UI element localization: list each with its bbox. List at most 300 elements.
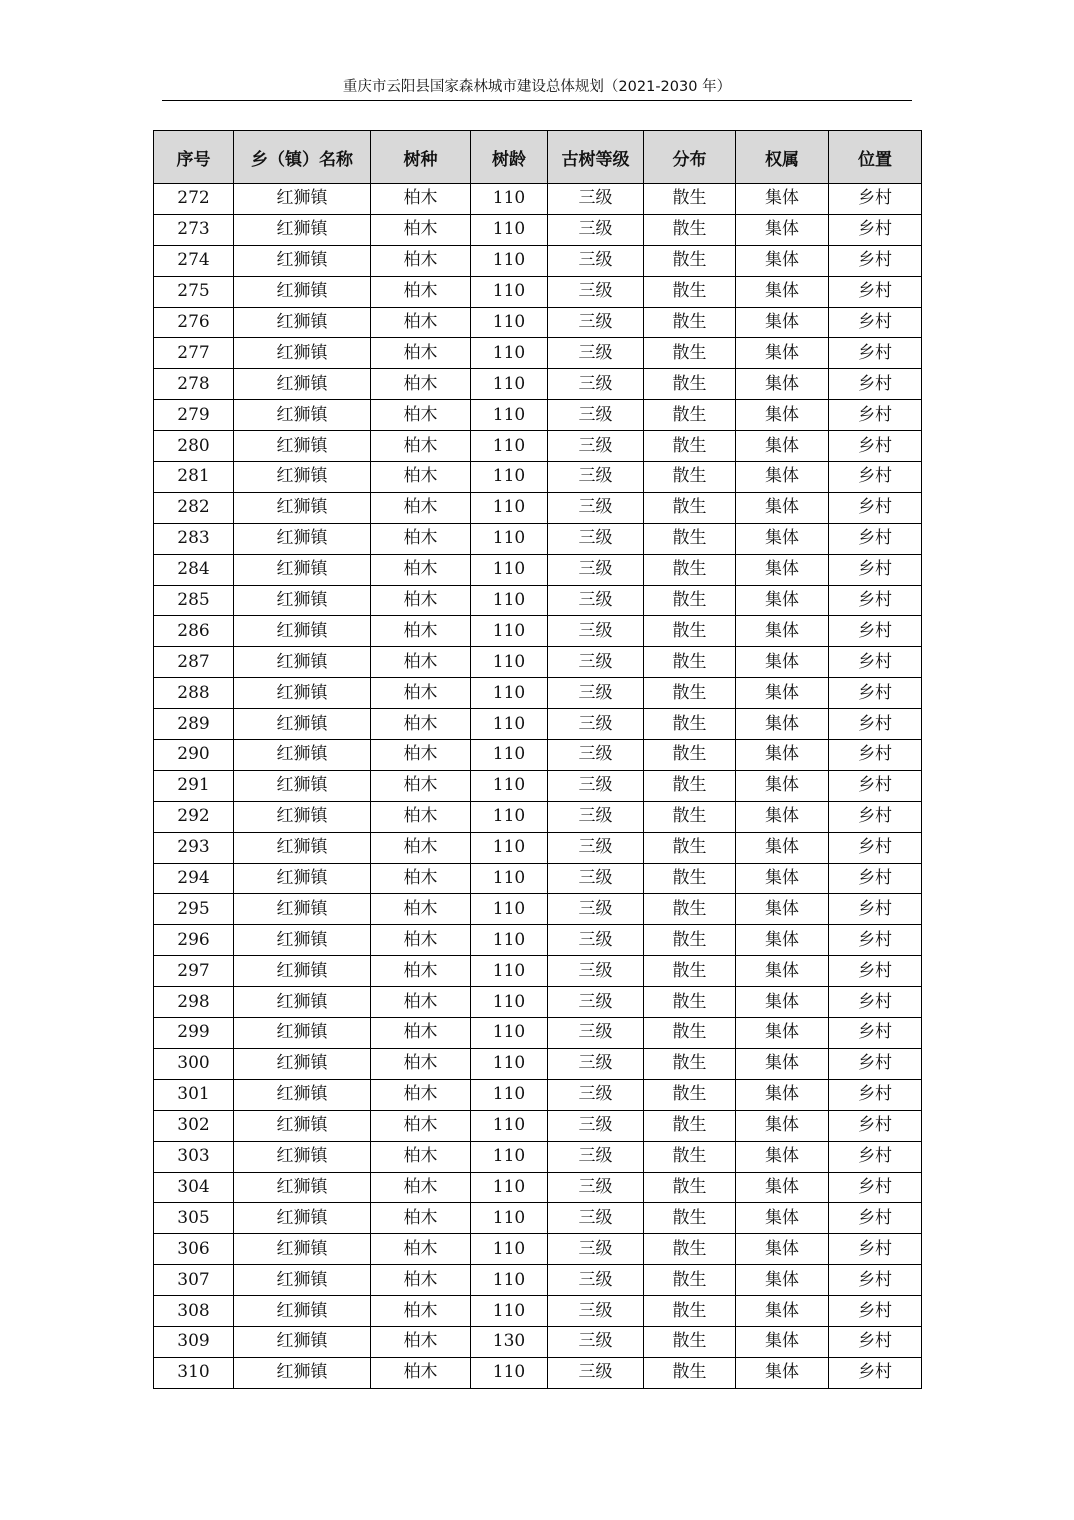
cell-ownership: 集体 [736, 894, 829, 925]
table-row [154, 1203, 922, 1234]
cell-distribution: 散生 [644, 616, 736, 647]
cell-age: 110 [471, 956, 548, 987]
table-row [154, 770, 922, 801]
cell-grade: 三级 [548, 1265, 644, 1296]
cell-ownership: 集体 [736, 369, 829, 400]
cell-grade: 三级 [548, 863, 644, 894]
cell-age: 110 [471, 462, 548, 493]
cell-ownership: 集体 [736, 956, 829, 987]
cell-species: 柏木 [371, 832, 471, 863]
cell-distribution: 散生 [644, 307, 736, 338]
cell-grade: 三级 [548, 1079, 644, 1110]
cell-location: 乡村 [829, 338, 922, 369]
cell-grade: 三级 [548, 431, 644, 462]
cell-township: 红狮镇 [234, 585, 371, 616]
cell-ownership: 集体 [736, 1048, 829, 1079]
column-header-index: 序号 [154, 131, 234, 184]
cell-distribution: 散生 [644, 214, 736, 245]
cell-index: 278 [154, 369, 234, 400]
cell-ownership: 集体 [736, 1326, 829, 1357]
cell-distribution: 散生 [644, 369, 736, 400]
cell-age: 110 [471, 184, 548, 215]
cell-ownership: 集体 [736, 1203, 829, 1234]
cell-township: 红狮镇 [234, 1048, 371, 1079]
cell-location: 乡村 [829, 369, 922, 400]
cell-location: 乡村 [829, 678, 922, 709]
cell-age: 110 [471, 554, 548, 585]
cell-location: 乡村 [829, 1234, 922, 1265]
cell-species: 柏木 [371, 894, 471, 925]
cell-index: 276 [154, 307, 234, 338]
cell-index: 298 [154, 987, 234, 1018]
cell-township: 红狮镇 [234, 1172, 371, 1203]
cell-age: 110 [471, 709, 548, 740]
cell-location: 乡村 [829, 987, 922, 1018]
cell-location: 乡村 [829, 554, 922, 585]
cell-ownership: 集体 [736, 863, 829, 894]
cell-index: 310 [154, 1357, 234, 1388]
cell-township: 红狮镇 [234, 1079, 371, 1110]
cell-distribution: 散生 [644, 770, 736, 801]
cell-species: 柏木 [371, 647, 471, 678]
cell-species: 柏木 [371, 1326, 471, 1357]
cell-distribution: 散生 [644, 338, 736, 369]
cell-age: 110 [471, 678, 548, 709]
table-row [154, 925, 922, 956]
cell-location: 乡村 [829, 956, 922, 987]
cell-location: 乡村 [829, 647, 922, 678]
table-row [154, 245, 922, 276]
cell-location: 乡村 [829, 462, 922, 493]
cell-index: 308 [154, 1296, 234, 1327]
cell-species: 柏木 [371, 1141, 471, 1172]
cell-age: 110 [471, 1265, 548, 1296]
cell-location: 乡村 [829, 1141, 922, 1172]
cell-distribution: 散生 [644, 1326, 736, 1357]
cell-distribution: 散生 [644, 863, 736, 894]
table-body [154, 184, 922, 1389]
cell-grade: 三级 [548, 925, 644, 956]
cell-species: 柏木 [371, 307, 471, 338]
cell-grade: 三级 [548, 585, 644, 616]
cell-distribution: 散生 [644, 1172, 736, 1203]
cell-grade: 三级 [548, 184, 644, 215]
cell-grade: 三级 [548, 987, 644, 1018]
table-row [154, 894, 922, 925]
cell-ownership: 集体 [736, 400, 829, 431]
cell-ownership: 集体 [736, 431, 829, 462]
table-row [154, 832, 922, 863]
table-row [154, 585, 922, 616]
cell-township: 红狮镇 [234, 462, 371, 493]
cell-ownership: 集体 [736, 276, 829, 307]
cell-grade: 三级 [548, 678, 644, 709]
table-row [154, 678, 922, 709]
cell-index: 279 [154, 400, 234, 431]
table-row [154, 956, 922, 987]
cell-township: 红狮镇 [234, 1203, 371, 1234]
table-row [154, 184, 922, 215]
cell-species: 柏木 [371, 678, 471, 709]
column-header-township: 乡（镇）名称 [234, 131, 371, 184]
cell-age: 110 [471, 647, 548, 678]
cell-species: 柏木 [371, 554, 471, 585]
page-header [162, 76, 912, 101]
cell-location: 乡村 [829, 400, 922, 431]
cell-species: 柏木 [371, 1110, 471, 1141]
cell-distribution: 散生 [644, 431, 736, 462]
cell-grade: 三级 [548, 616, 644, 647]
cell-distribution: 散生 [644, 1141, 736, 1172]
cell-index: 299 [154, 1018, 234, 1049]
table-row [154, 863, 922, 894]
column-header-location: 位置 [829, 131, 922, 184]
cell-ownership: 集体 [736, 1296, 829, 1327]
cell-distribution: 散生 [644, 1079, 736, 1110]
cell-species: 柏木 [371, 616, 471, 647]
cell-ownership: 集体 [736, 184, 829, 215]
cell-index: 297 [154, 956, 234, 987]
cell-distribution: 散生 [644, 1234, 736, 1265]
cell-grade: 三级 [548, 1326, 644, 1357]
cell-location: 乡村 [829, 616, 922, 647]
cell-location: 乡村 [829, 1203, 922, 1234]
cell-township: 红狮镇 [234, 1141, 371, 1172]
table-row [154, 523, 922, 554]
cell-ownership: 集体 [736, 523, 829, 554]
cell-index: 296 [154, 925, 234, 956]
table-row [154, 1296, 922, 1327]
cell-age: 110 [471, 523, 548, 554]
cell-distribution: 散生 [644, 740, 736, 771]
cell-ownership: 集体 [736, 338, 829, 369]
cell-distribution: 散生 [644, 1048, 736, 1079]
cell-index: 309 [154, 1326, 234, 1357]
cell-age: 110 [471, 431, 548, 462]
ancient-tree-table [153, 130, 922, 1389]
cell-ownership: 集体 [736, 647, 829, 678]
table-row [154, 709, 922, 740]
cell-ownership: 集体 [736, 832, 829, 863]
cell-ownership: 集体 [736, 1079, 829, 1110]
cell-index: 307 [154, 1265, 234, 1296]
cell-township: 红狮镇 [234, 616, 371, 647]
cell-index: 291 [154, 770, 234, 801]
table-row [154, 338, 922, 369]
cell-index: 286 [154, 616, 234, 647]
cell-age: 110 [471, 1203, 548, 1234]
cell-distribution: 散生 [644, 492, 736, 523]
cell-township: 红狮镇 [234, 214, 371, 245]
cell-location: 乡村 [829, 894, 922, 925]
table-row [154, 1357, 922, 1388]
cell-distribution: 散生 [644, 925, 736, 956]
cell-species: 柏木 [371, 1048, 471, 1079]
cell-distribution: 散生 [644, 276, 736, 307]
cell-age: 110 [471, 369, 548, 400]
cell-ownership: 集体 [736, 585, 829, 616]
cell-township: 红狮镇 [234, 987, 371, 1018]
cell-township: 红狮镇 [234, 1326, 371, 1357]
cell-species: 柏木 [371, 338, 471, 369]
cell-township: 红狮镇 [234, 492, 371, 523]
table-row [154, 400, 922, 431]
cell-species: 柏木 [371, 1079, 471, 1110]
cell-location: 乡村 [829, 1265, 922, 1296]
cell-index: 274 [154, 245, 234, 276]
cell-species: 柏木 [371, 863, 471, 894]
cell-grade: 三级 [548, 709, 644, 740]
cell-township: 红狮镇 [234, 1357, 371, 1388]
table-row [154, 276, 922, 307]
table-row [154, 740, 922, 771]
cell-age: 110 [471, 1018, 548, 1049]
table-row [154, 1265, 922, 1296]
cell-township: 红狮镇 [234, 369, 371, 400]
cell-age: 110 [471, 338, 548, 369]
cell-age: 110 [471, 276, 548, 307]
cell-township: 红狮镇 [234, 740, 371, 771]
cell-grade: 三级 [548, 492, 644, 523]
cell-grade: 三级 [548, 1018, 644, 1049]
cell-location: 乡村 [829, 801, 922, 832]
cell-location: 乡村 [829, 1048, 922, 1079]
cell-distribution: 散生 [644, 678, 736, 709]
table-row [154, 616, 922, 647]
cell-location: 乡村 [829, 1110, 922, 1141]
cell-ownership: 集体 [736, 801, 829, 832]
cell-age: 110 [471, 1296, 548, 1327]
cell-index: 306 [154, 1234, 234, 1265]
cell-township: 红狮镇 [234, 709, 371, 740]
cell-location: 乡村 [829, 1079, 922, 1110]
cell-ownership: 集体 [736, 1110, 829, 1141]
cell-location: 乡村 [829, 184, 922, 215]
document-title: 重庆市云阳县国家森林城市建设总体规划（2021-2030 年） [342, 79, 732, 95]
column-header-distribution: 分布 [644, 131, 736, 184]
cell-township: 红狮镇 [234, 832, 371, 863]
cell-age: 110 [471, 245, 548, 276]
cell-ownership: 集体 [736, 1018, 829, 1049]
cell-grade: 三级 [548, 369, 644, 400]
cell-location: 乡村 [829, 925, 922, 956]
cell-distribution: 散生 [644, 801, 736, 832]
cell-index: 289 [154, 709, 234, 740]
cell-location: 乡村 [829, 832, 922, 863]
cell-species: 柏木 [371, 801, 471, 832]
cell-distribution: 散生 [644, 400, 736, 431]
cell-index: 283 [154, 523, 234, 554]
cell-grade: 三级 [548, 245, 644, 276]
cell-age: 110 [471, 214, 548, 245]
cell-index: 304 [154, 1172, 234, 1203]
cell-index: 285 [154, 585, 234, 616]
cell-township: 红狮镇 [234, 678, 371, 709]
cell-distribution: 散生 [644, 832, 736, 863]
cell-index: 284 [154, 554, 234, 585]
cell-grade: 三级 [548, 276, 644, 307]
cell-age: 110 [471, 1048, 548, 1079]
cell-grade: 三级 [548, 894, 644, 925]
cell-species: 柏木 [371, 276, 471, 307]
cell-township: 红狮镇 [234, 863, 371, 894]
cell-species: 柏木 [371, 1296, 471, 1327]
cell-grade: 三级 [548, 214, 644, 245]
cell-distribution: 散生 [644, 894, 736, 925]
cell-location: 乡村 [829, 1018, 922, 1049]
cell-age: 110 [471, 1079, 548, 1110]
cell-age: 110 [471, 863, 548, 894]
cell-index: 282 [154, 492, 234, 523]
cell-township: 红狮镇 [234, 1018, 371, 1049]
cell-location: 乡村 [829, 1172, 922, 1203]
cell-species: 柏木 [371, 1357, 471, 1388]
cell-ownership: 集体 [736, 1234, 829, 1265]
cell-ownership: 集体 [736, 554, 829, 585]
column-header-age: 树龄 [471, 131, 548, 184]
cell-ownership: 集体 [736, 925, 829, 956]
cell-index: 288 [154, 678, 234, 709]
cell-township: 红狮镇 [234, 338, 371, 369]
cell-species: 柏木 [371, 1265, 471, 1296]
cell-species: 柏木 [371, 956, 471, 987]
cell-species: 柏木 [371, 770, 471, 801]
table-row [154, 1141, 922, 1172]
cell-index: 294 [154, 863, 234, 894]
cell-species: 柏木 [371, 431, 471, 462]
cell-ownership: 集体 [736, 1141, 829, 1172]
cell-age: 110 [471, 616, 548, 647]
table-row [154, 1110, 922, 1141]
cell-index: 303 [154, 1141, 234, 1172]
table-header-row [154, 131, 922, 184]
cell-index: 290 [154, 740, 234, 771]
cell-species: 柏木 [371, 462, 471, 493]
column-header-grade: 古树等级 [548, 131, 644, 184]
cell-index: 277 [154, 338, 234, 369]
column-header-species: 树种 [371, 131, 471, 184]
table-row [154, 554, 922, 585]
cell-age: 110 [471, 1110, 548, 1141]
cell-distribution: 散生 [644, 1296, 736, 1327]
cell-grade: 三级 [548, 1234, 644, 1265]
cell-species: 柏木 [371, 1203, 471, 1234]
cell-index: 300 [154, 1048, 234, 1079]
cell-species: 柏木 [371, 400, 471, 431]
cell-distribution: 散生 [644, 1265, 736, 1296]
cell-age: 110 [471, 307, 548, 338]
cell-location: 乡村 [829, 214, 922, 245]
cell-age: 110 [471, 585, 548, 616]
cell-township: 红狮镇 [234, 307, 371, 338]
cell-location: 乡村 [829, 1296, 922, 1327]
cell-ownership: 集体 [736, 214, 829, 245]
cell-grade: 三级 [548, 801, 644, 832]
cell-grade: 三级 [548, 740, 644, 771]
cell-index: 275 [154, 276, 234, 307]
table-row [154, 987, 922, 1018]
cell-ownership: 集体 [736, 709, 829, 740]
cell-township: 红狮镇 [234, 894, 371, 925]
cell-location: 乡村 [829, 585, 922, 616]
cell-grade: 三级 [548, 1203, 644, 1234]
cell-township: 红狮镇 [234, 1296, 371, 1327]
cell-index: 287 [154, 647, 234, 678]
cell-distribution: 散生 [644, 956, 736, 987]
cell-species: 柏木 [371, 214, 471, 245]
cell-township: 红狮镇 [234, 554, 371, 585]
cell-grade: 三级 [548, 647, 644, 678]
cell-distribution: 散生 [644, 1018, 736, 1049]
table-row [154, 647, 922, 678]
cell-index: 295 [154, 894, 234, 925]
cell-township: 红狮镇 [234, 647, 371, 678]
cell-species: 柏木 [371, 1172, 471, 1203]
cell-township: 红狮镇 [234, 245, 371, 276]
cell-grade: 三级 [548, 770, 644, 801]
cell-age: 110 [471, 987, 548, 1018]
cell-species: 柏木 [371, 585, 471, 616]
cell-township: 红狮镇 [234, 925, 371, 956]
cell-species: 柏木 [371, 492, 471, 523]
table-row [154, 492, 922, 523]
cell-location: 乡村 [829, 492, 922, 523]
cell-age: 110 [471, 492, 548, 523]
cell-species: 柏木 [371, 1018, 471, 1049]
cell-grade: 三级 [548, 523, 644, 554]
cell-ownership: 集体 [736, 770, 829, 801]
table-row [154, 431, 922, 462]
cell-location: 乡村 [829, 709, 922, 740]
cell-location: 乡村 [829, 431, 922, 462]
cell-index: 281 [154, 462, 234, 493]
cell-ownership: 集体 [736, 678, 829, 709]
cell-species: 柏木 [371, 925, 471, 956]
cell-age: 110 [471, 400, 548, 431]
cell-ownership: 集体 [736, 462, 829, 493]
cell-grade: 三级 [548, 338, 644, 369]
cell-species: 柏木 [371, 245, 471, 276]
cell-location: 乡村 [829, 276, 922, 307]
cell-index: 273 [154, 214, 234, 245]
table-row [154, 462, 922, 493]
cell-index: 272 [154, 184, 234, 215]
cell-age: 110 [471, 832, 548, 863]
table-row [154, 1079, 922, 1110]
cell-distribution: 散生 [644, 1203, 736, 1234]
table-row [154, 307, 922, 338]
cell-grade: 三级 [548, 1048, 644, 1079]
cell-location: 乡村 [829, 863, 922, 894]
table-row [154, 214, 922, 245]
cell-species: 柏木 [371, 369, 471, 400]
cell-ownership: 集体 [736, 1265, 829, 1296]
cell-grade: 三级 [548, 1296, 644, 1327]
cell-township: 红狮镇 [234, 1110, 371, 1141]
cell-township: 红狮镇 [234, 1234, 371, 1265]
cell-species: 柏木 [371, 523, 471, 554]
cell-species: 柏木 [371, 740, 471, 771]
cell-township: 红狮镇 [234, 801, 371, 832]
cell-location: 乡村 [829, 1326, 922, 1357]
cell-township: 红狮镇 [234, 770, 371, 801]
cell-grade: 三级 [548, 400, 644, 431]
cell-age: 110 [471, 801, 548, 832]
cell-ownership: 集体 [736, 1357, 829, 1388]
cell-grade: 三级 [548, 1172, 644, 1203]
cell-location: 乡村 [829, 1357, 922, 1388]
cell-location: 乡村 [829, 245, 922, 276]
